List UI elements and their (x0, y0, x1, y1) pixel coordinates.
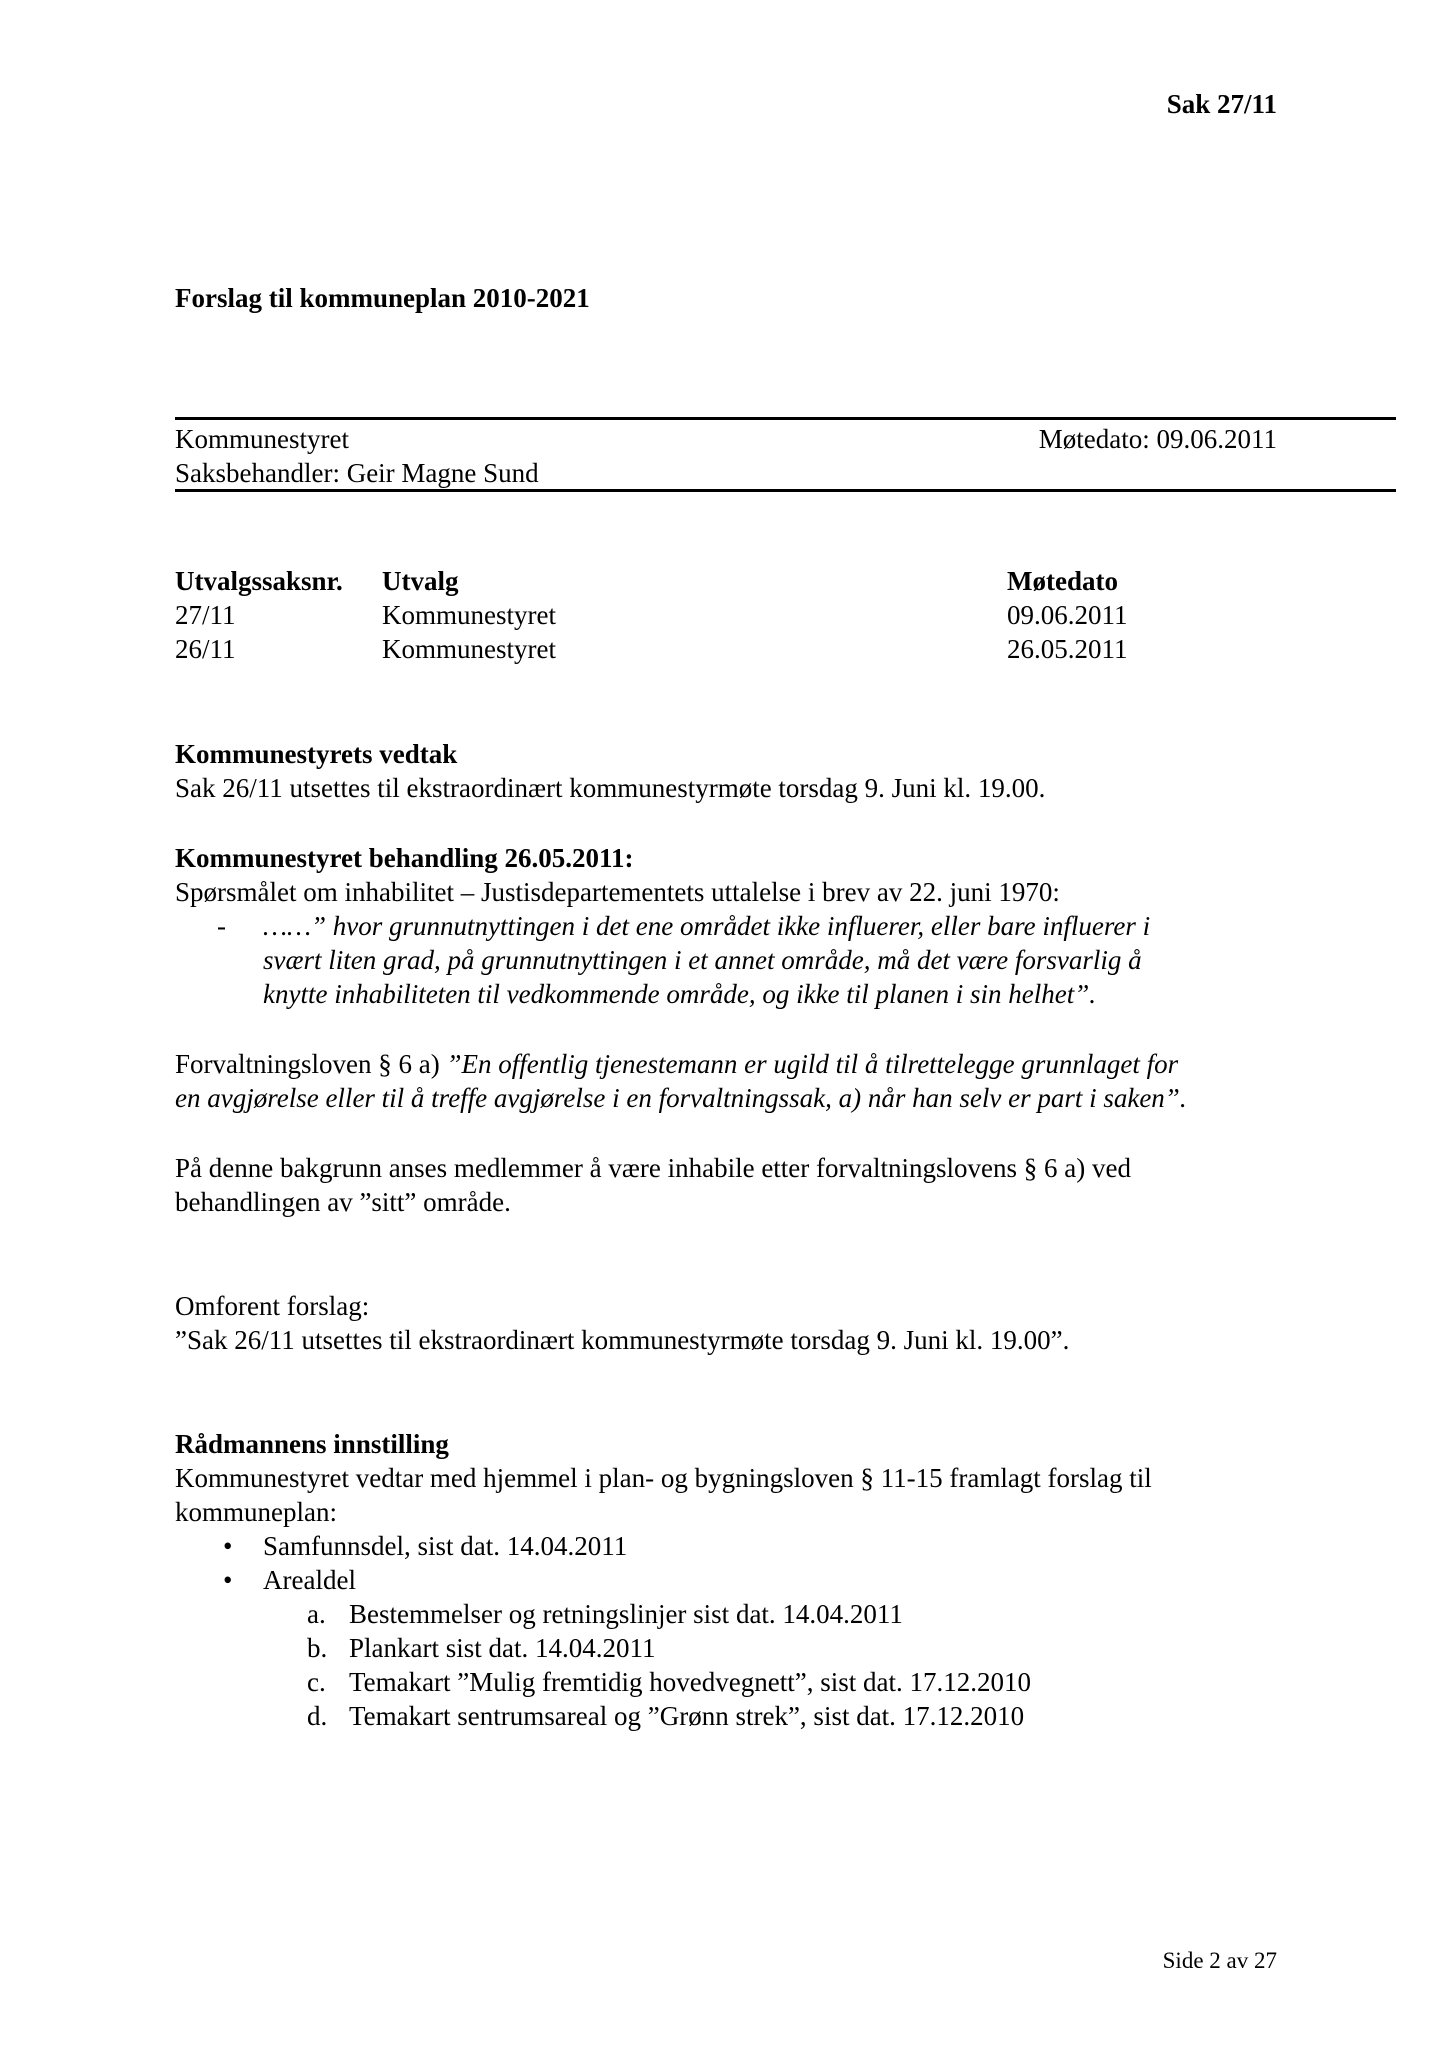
table-row (175, 632, 1175, 666)
recommendation-heading: Rådmannens innstilling (175, 1429, 449, 1459)
sub-item-text: Temakart ”Mulig fremtidig hovedvegnett”, sist dat. 17.12.2010 (349, 1667, 1031, 1697)
cell-meeting-date: 09.06.2011 (1007, 600, 1128, 630)
header-committee: Utvalg (382, 566, 459, 596)
treatment-heading: Kommunestyret behandling 26.05.2011: (175, 843, 634, 873)
law-quote-continued: en avgjørelse eller til å treffe avgjørelse i en forvaltningssak, a) når han selv er part i saken”. (175, 1083, 1187, 1113)
recommendation-intro: Kommunestyret vedtar med hjemmel i plan- og bygningsloven § 11-15 framlagt forslag til (175, 1463, 1152, 1493)
sub-item-marker: c. (307, 1667, 326, 1697)
header-case-number: Utvalgssaksnr. (175, 566, 343, 596)
bottom-rule (175, 489, 1396, 492)
dash-bullet: - (217, 911, 226, 941)
law-reference (175, 1047, 1178, 1081)
case-reference: Sak 27/11 (1166, 89, 1277, 119)
case-table (175, 564, 1175, 674)
bullet-item: Arealdel (263, 1565, 356, 1595)
quote-line: svært liten grad, på grunnutnyttingen i et annet område, må det være forsvarlig å (263, 945, 1142, 975)
recommendation-intro: kommuneplan: (175, 1497, 337, 1527)
table-row (175, 598, 1175, 632)
conclusion-line: På denne bakgrunn anses medlemmer å være inhabile etter forvaltningslovens § 6 a) ved (175, 1153, 1131, 1183)
header-meeting-date: Møtedato (1007, 566, 1118, 596)
top-rule (175, 417, 1396, 420)
treatment-intro: Spørsmålet om inhabilitet – Justisdepartementets uttalelse i brev av 22. juni 1970: (175, 877, 1060, 907)
proposal-label: Omforent forslag: (175, 1291, 370, 1321)
sub-item-text: Temakart sentrumsareal og ”Grønn strek”, sist dat. 17.12.2010 (349, 1701, 1025, 1731)
sub-item-text: Bestemmelser og retningslinjer sist dat. 14.04.2011 (349, 1599, 903, 1629)
document-title: Forslag til kommuneplan 2010-2021 (175, 283, 590, 313)
law-prefix: Forvaltningsloven § 6 a) (175, 1049, 447, 1079)
sub-item-marker: a. (307, 1599, 326, 1629)
meeting-date: Møtedato: 09.06.2011 (1038, 424, 1277, 454)
sub-item-marker: d. (307, 1701, 328, 1731)
table-header-row (175, 564, 1175, 598)
bullet-dot-icon: • (223, 1531, 233, 1561)
case-officer: Saksbehandler: Geir Magne Sund (175, 458, 539, 488)
quote-line: knytte inhabiliteten til vedkommende område, og ikke til planen i sin helhet”. (263, 979, 1097, 1009)
conclusion-line: behandlingen av ”sitt” område. (175, 1187, 511, 1217)
sub-item-marker: b. (307, 1633, 328, 1663)
cell-committee: Kommunestyret (382, 634, 556, 664)
decision-text: Sak 26/11 utsettes til ekstraordinært kommunestyrmøte torsdag 9. Juni kl. 19.00. (175, 773, 1046, 803)
bullet-dot-icon: • (223, 1565, 233, 1595)
cell-case-number: 27/11 (175, 600, 236, 630)
quote-line: ……” hvor grunnutnyttingen i det ene området ikke influerer, eller bare influerer i (263, 911, 1151, 941)
cell-meeting-date: 26.05.2011 (1007, 634, 1128, 664)
proposal-text: ”Sak 26/11 utsettes til ekstraordinært kommunestyrmøte torsdag 9. Juni kl. 19.00”. (175, 1325, 1070, 1355)
sub-item-text: Plankart sist dat. 14.04.2011 (349, 1633, 656, 1663)
decision-heading: Kommunestyrets vedtak (175, 739, 458, 769)
cell-committee: Kommunestyret (382, 600, 556, 630)
committee-name: Kommunestyret (175, 424, 349, 454)
bullet-item: Samfunnsdel, sist dat. 14.04.2011 (263, 1531, 628, 1561)
cell-case-number: 26/11 (175, 634, 236, 664)
law-quote: ”En offentlig tjenestemann er ugild til å tilrettelegge grunnlaget for (446, 1049, 1179, 1079)
page-number: Side 2 av 27 (1162, 1948, 1277, 1973)
